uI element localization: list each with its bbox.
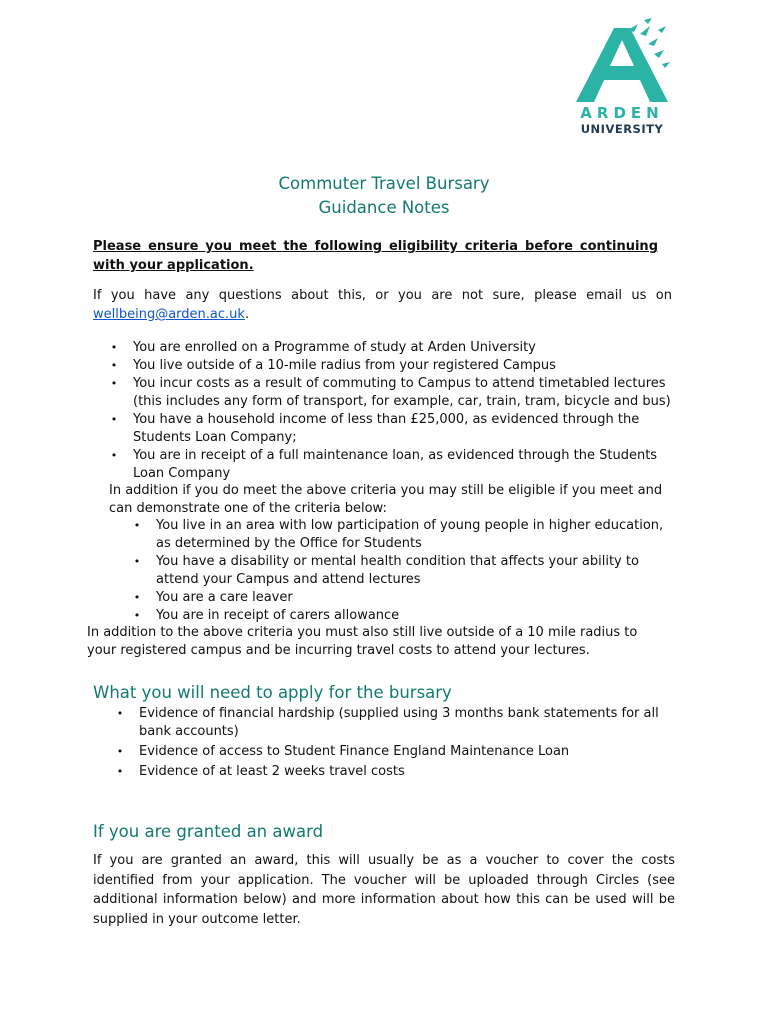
arden-logo <box>568 18 676 136</box>
eligibility-notice: Please ensure you meet the following eligibility criteria before continuing with your application. <box>93 239 658 273</box>
list-item-text: You are a care leaver <box>156 590 293 605</box>
additional-criteria-list <box>133 517 676 625</box>
apply-requirements-list <box>116 705 679 783</box>
questions-end: . <box>244 307 250 322</box>
logo-wordmark-university: UNIVERSITY <box>580 122 664 136</box>
list-item <box>110 411 681 447</box>
list-item <box>116 763 679 781</box>
bullet-icon: • <box>110 359 118 372</box>
title-line-1: Commuter Travel Bursary <box>278 174 490 193</box>
bullet-icon: • <box>133 591 141 604</box>
bullet-icon: • <box>133 609 141 622</box>
questions-paragraph <box>93 286 672 324</box>
wellbeing-email-link[interactable]: wellbeing@arden.ac.uk <box>93 307 245 322</box>
list-item <box>116 743 679 761</box>
list-item-text: You live in an area with low participation of young people in higher education, as determined by the Office for Students <box>156 518 664 551</box>
award-heading: If you are granted an award <box>93 822 324 841</box>
arden-a-mark-icon <box>568 18 676 108</box>
additional-criteria-intro: In addition if you do meet the above criteria you may still be eligible if you meet and can demonstrate one of the criteria below: <box>109 483 663 516</box>
list-item <box>110 447 681 483</box>
bullet-icon: • <box>133 555 141 568</box>
list-item-text: You incur costs as a result of commuting to Campus to attend timetabled lectures (this includes any form of transport, for example, car, train, tram, bicycle and bus) <box>133 376 671 409</box>
logo-wordmark-arden: ARDEN <box>580 104 664 122</box>
bullet-icon: • <box>110 341 118 354</box>
list-item <box>133 589 676 607</box>
list-item-text: You have a disability or mental health condition that affects your ability to attend your Campus and attend lectures <box>156 554 639 587</box>
list-item <box>110 375 681 411</box>
list-item-text: You are in receipt of carers allowance <box>156 608 400 623</box>
questions-text: If you have any questions about this, or you are not sure, please email us on <box>93 288 672 303</box>
list-item-text: Evidence of access to Student Finance England Maintenance Loan <box>139 744 570 759</box>
eligibility-criteria-list <box>110 339 681 483</box>
list-item <box>133 553 676 589</box>
bullet-icon: • <box>110 377 118 390</box>
bullet-icon: • <box>116 707 124 720</box>
list-item-text: You are in receipt of a full maintenance loan, as evidenced through the Students Loan Company <box>133 448 658 481</box>
bullet-icon: • <box>110 413 118 426</box>
apply-requirements-heading: What you will need to apply for the bursary <box>93 683 452 702</box>
page-title <box>0 172 768 220</box>
list-item-text: You are enrolled on a Programme of study at Arden University <box>133 340 536 355</box>
award-paragraph: If you are granted an award, this will usually be as a voucher to cover the costs identified from your application. The voucher will be uploaded through Circles (see additional information below) and more information about how this can be used will be supplied in your outcome letter. <box>93 853 675 927</box>
list-item <box>116 705 679 741</box>
list-item-text: You have a household income of less than £25,000, as evidenced through the Students Loan Company; <box>133 412 640 445</box>
list-item <box>110 357 681 375</box>
bullet-icon: • <box>116 745 124 758</box>
title-line-2: Guidance Notes <box>318 198 450 217</box>
list-item-text: Evidence of financial hardship (supplied using 3 months bank statements for all bank accounts) <box>139 706 659 739</box>
list-item <box>133 517 676 553</box>
list-item <box>110 339 681 357</box>
list-item-text: Evidence of at least 2 weeks travel costs <box>139 764 405 779</box>
list-item-text: You live outside of a 10-mile radius from your registered Campus <box>133 358 556 373</box>
bullet-icon: • <box>110 449 118 462</box>
radius-requirement-note: In addition to the above criteria you must also still live outside of a 10 mile radius to your registered campus and be incurring travel costs to attend your lectures. <box>87 625 638 658</box>
list-item <box>133 607 676 625</box>
bullet-icon: • <box>116 765 124 778</box>
bullet-icon: • <box>133 519 141 532</box>
